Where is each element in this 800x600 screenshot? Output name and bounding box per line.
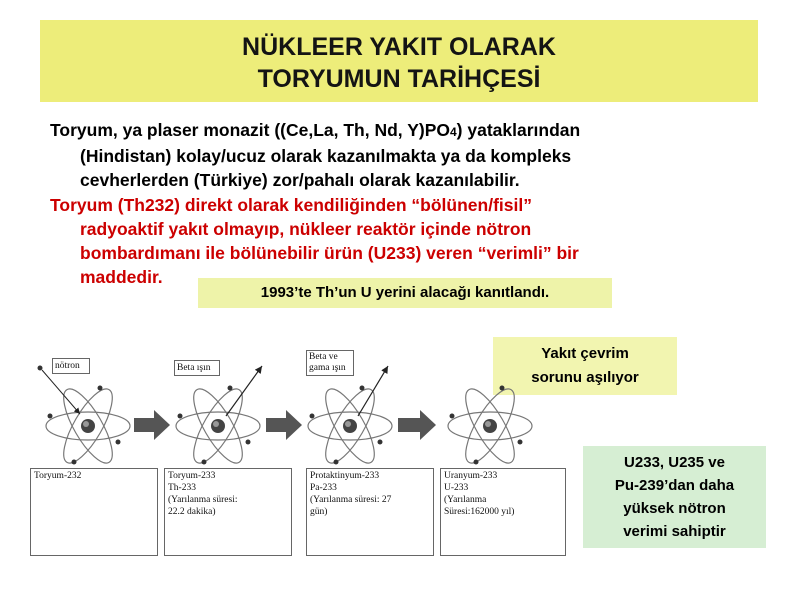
stage4-symbol: U-233 xyxy=(444,483,469,493)
atom-icon-stage3 xyxy=(308,383,392,470)
paragraph-thorium-fertile xyxy=(50,193,770,289)
stage-box-uranium233 xyxy=(440,468,566,556)
atom-icon-stage4 xyxy=(448,383,532,470)
note-yield-line2: Pu-239’dan daha xyxy=(614,477,735,494)
stage2-symbol: Th-233 xyxy=(168,483,196,493)
stage2-name: Toryum-233 xyxy=(168,471,216,481)
stage2-halflife-value: 22.2 dakika) xyxy=(168,507,216,517)
stage3-halflife-value: gün) xyxy=(310,507,328,517)
p2-line1: Toryum (Th232) direkt olarak kendiliğinden “bölünen/fisil” xyxy=(50,195,532,215)
stage-box-thorium233 xyxy=(164,468,292,556)
stage4-halflife-label: (Yarılanma xyxy=(444,495,487,505)
atom-icon-stage1 xyxy=(46,383,130,470)
p2-line4: maddedir. xyxy=(80,267,163,287)
stage2-halflife-label: (Yarılanma süresi: xyxy=(168,495,238,505)
atom-icon-stage2 xyxy=(176,383,260,470)
note-yield-line4: verimi sahiptir xyxy=(623,523,726,540)
note-fuel-cycle-line1: Yakıt çevrim xyxy=(541,345,629,362)
stage1-name: Toryum-232 xyxy=(34,471,82,481)
title-banner xyxy=(40,20,758,102)
label-box-beta xyxy=(174,360,220,376)
label-box-neutron xyxy=(52,358,90,374)
p1-line3: cevherlerden (Türkiye) zor/pahalı olarak kazanılabilir. xyxy=(80,170,520,190)
paragraph-thorium-sources xyxy=(50,118,770,192)
note-yield-line3: yüksek nötron xyxy=(623,500,726,517)
thorium-decay-chain-diagram xyxy=(30,348,566,558)
stage4-halflife-value: Süresi:162000 yıl) xyxy=(444,507,515,517)
arrow-icon-1 xyxy=(134,410,170,440)
note-neutron-yield xyxy=(583,446,766,548)
stage3-halflife-label: (Yarılanma süresi: 27 xyxy=(310,495,392,505)
label-beta-gamma-1: Beta ve xyxy=(309,352,338,362)
arrow-icon-2 xyxy=(266,410,302,440)
p2-line2: radyoaktif yakıt olmayıp, nükleer reaktör içinde nötron xyxy=(80,219,532,239)
p2-line3: bombardımanı ile bölünebilir ürün (U233) veren “verimli” bir xyxy=(80,243,579,263)
note-fuel-cycle-line2: sorunu aşılıyor xyxy=(531,369,639,386)
stage-box-thorium232 xyxy=(30,468,158,556)
slide-title-line2: TORYUMUN TARİHÇESİ xyxy=(257,65,541,93)
slide-title-line1: NÜKLEER YAKIT OLARAK xyxy=(242,33,556,61)
p1-line1: Toryum, ya plaser monazit ((Ce,La, Th, Nd, Y)PO4) yataklarından xyxy=(50,120,581,140)
note-yield-line1: U233, U235 ve xyxy=(624,454,725,471)
label-beta: Beta ışın xyxy=(177,363,211,373)
label-neutron: nötron xyxy=(55,361,80,371)
stage3-name: Protaktinyum-233 xyxy=(310,471,380,481)
stage-box-protactinium233 xyxy=(306,468,434,556)
label-box-beta-gamma xyxy=(306,350,354,376)
note-1993: 1993’te Th’un U yerini alacağı kanıtlandı. xyxy=(198,278,612,308)
p1-line2: (Hindistan) kolay/ucuz olarak kazanılmakta ya da kompleks xyxy=(80,146,572,166)
stage3-symbol: Pa-233 xyxy=(310,483,337,493)
arrow-icon-3 xyxy=(398,410,436,440)
stage4-name: Uranyum-233 xyxy=(444,471,498,481)
label-beta-gamma-2: gama ışın xyxy=(309,363,346,373)
